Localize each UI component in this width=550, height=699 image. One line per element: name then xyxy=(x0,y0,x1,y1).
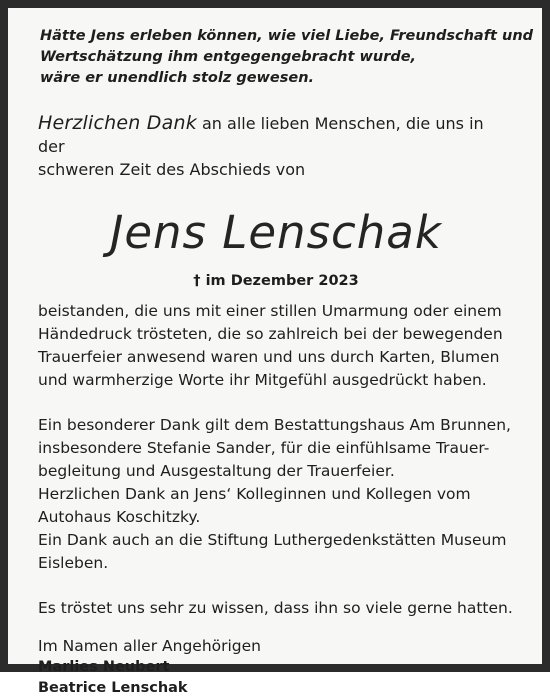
text-line: und warmherzige Worte ihr Mitgefühl ausgedrückt haben. xyxy=(38,371,487,389)
deceased-name: Jens Lenschak xyxy=(110,206,442,259)
signature-intro: Im Namen aller Angehörigen xyxy=(38,637,262,655)
text-line: insbesondere Stefanie Sander, für die einfühlsame Trauer- xyxy=(38,439,490,457)
notice-content xyxy=(38,26,534,699)
death-date: † im Dezember 2023 xyxy=(193,273,359,289)
signer-name: Marlies Neubert xyxy=(38,659,170,675)
paragraph-thanks-attendance xyxy=(38,300,514,392)
thanks-intro-text-1: an alle lieben Menschen, die uns in der xyxy=(38,114,484,156)
opening-quote xyxy=(38,26,534,89)
text-line: Herzlichen Dank an Jens‘ Kolleginnen und Kollegen vom xyxy=(38,485,471,503)
text-line: Trauerfeier anwesend waren und uns durch Karten, Blumen xyxy=(38,348,500,366)
text-line: Eisleben. xyxy=(38,554,109,572)
thanks-emphasis: Herzlichen Dank xyxy=(38,112,197,134)
text-line: begleitung und Ausgestaltung der Trauerfeier. xyxy=(38,462,395,480)
text-line: beistanden, die uns mit einer stillen Umarmung oder einem xyxy=(38,302,502,320)
quote-line: Wertschätzung ihm entgegengebracht wurde, xyxy=(40,49,417,65)
text-line: Händedruck trösteten, die so zahlreich bei der bewegenden xyxy=(38,325,503,343)
paragraph-closing xyxy=(38,597,514,620)
text-line: Ein Dank auch an die Stiftung Luthergedenkstätten Museum xyxy=(38,531,507,549)
text-line: Es tröstet uns sehr zu wissen, dass ihn so viele gerne hatten. xyxy=(38,599,513,617)
thanks-intro xyxy=(38,112,514,181)
signature-block xyxy=(38,636,514,699)
quote-line: wäre er unendlich stolz gewesen. xyxy=(40,70,315,86)
text-line: Ein besonderer Dank gilt dem Bestattungshaus Am Brunnen, xyxy=(38,416,511,434)
paragraph-special-thanks xyxy=(38,414,514,575)
thanks-intro-text-2: schweren Zeit des Abschieds von xyxy=(38,160,306,179)
quote-line: Hätte Jens erleben können, wie viel Liebe, Freundschaft und xyxy=(40,28,534,44)
signer-name: Beatrice Lenschak xyxy=(38,680,188,696)
text-line: Autohaus Koschitzky. xyxy=(38,508,201,526)
